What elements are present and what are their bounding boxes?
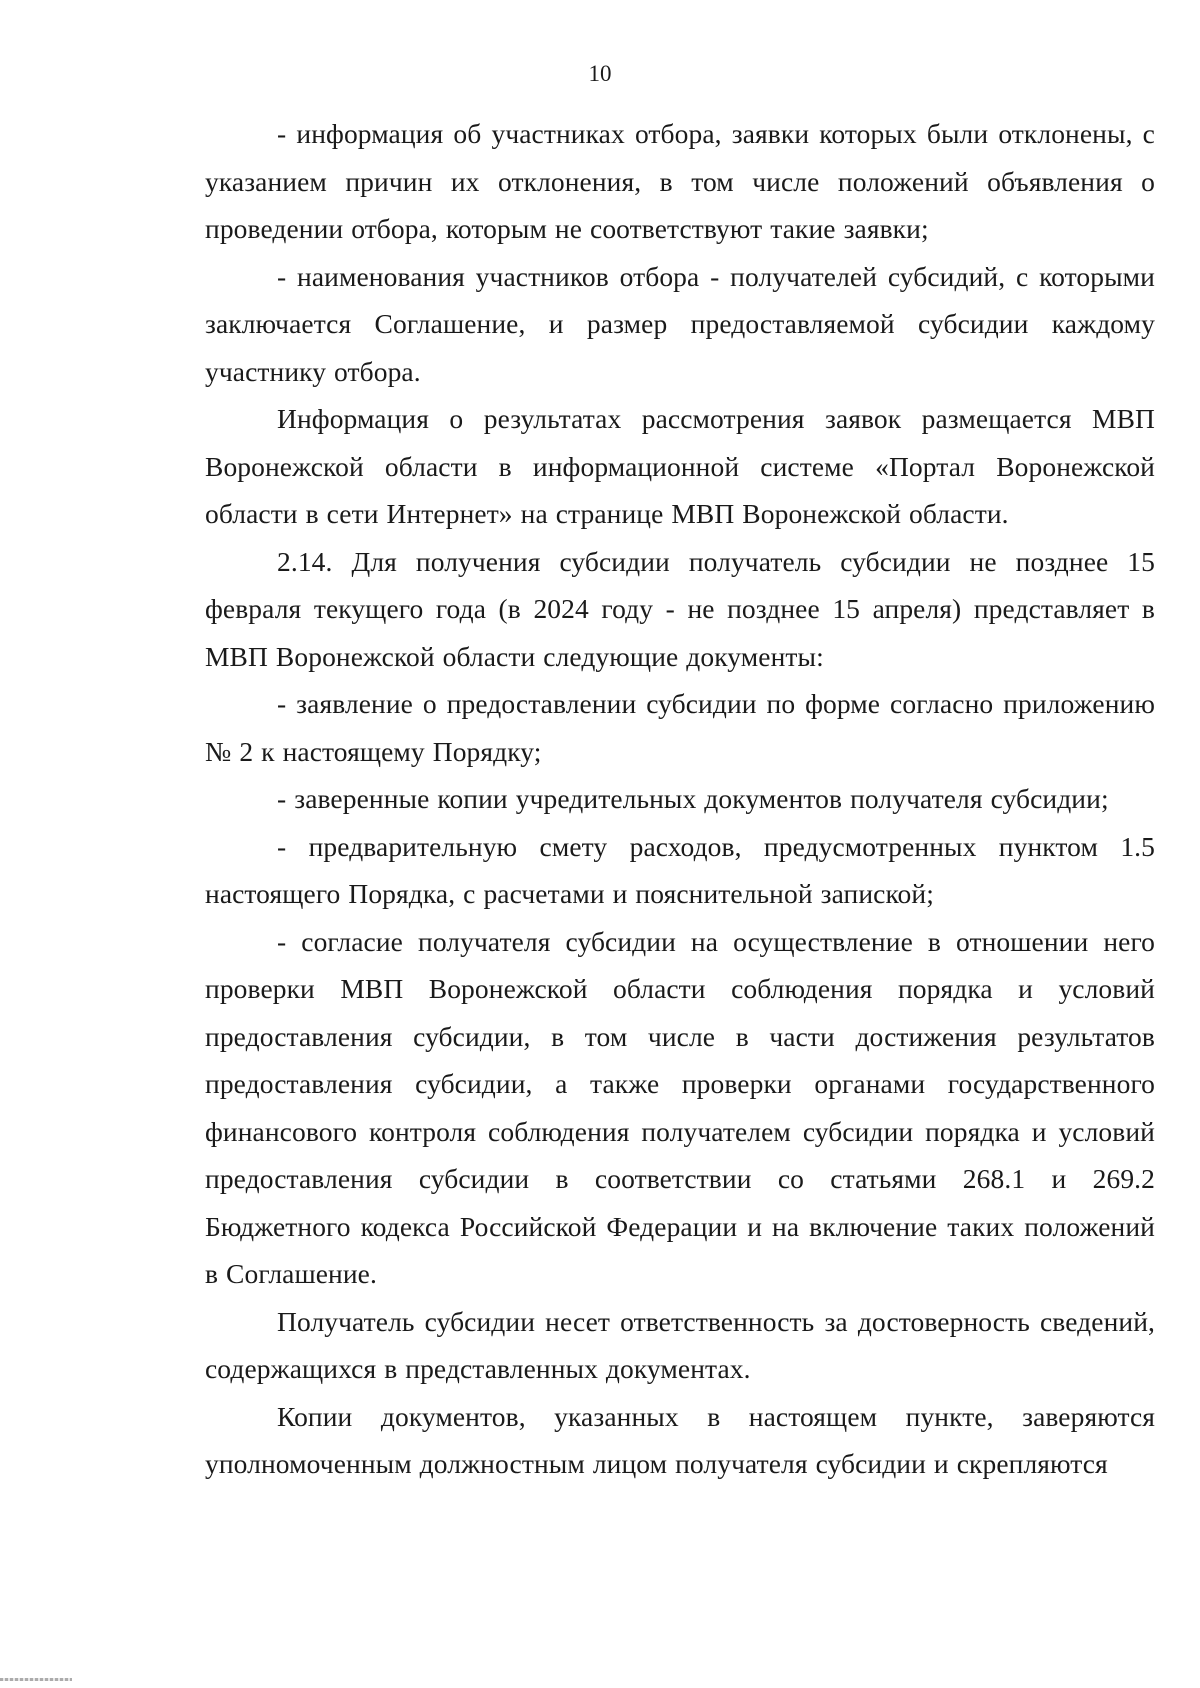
page-number: 10 [588, 61, 612, 86]
paragraph-founding-documents: - заверенные копии учредительных документов получателя субсидии; [277, 783, 1109, 814]
paragraph-document-copies: Копии документов, указанных в настоящем пункте, заверяются уполномоченным должностным лицом получателя субсидии и скрепляются [205, 1400, 1155, 1479]
paragraph-recipient-names: - наименования участников отбора - получателей субсидий, с которыми заключается Соглашение, и размер предоставляемой субсидии каждому участнику отбора. [205, 260, 1155, 387]
paragraph-rejected-participants-info: - информация об участниках отбора, заявки которых были отклонены, с указанием причин их отклонения, в том числе положений объявления о проведении отбора, которым не соответствуют такие заявки; [205, 118, 1155, 244]
document-body [205, 110, 1155, 1488]
paragraph-inspection-consent: - согласие получателя субсидии на осуществление в отношении него проверки МВП Воронежской области соблюдения порядка и условий предоставления субсидии, в том числе в части достижения результатов предоставления субсидии, а также проверки органами государственного финансового контроля соблюдения получателем субсидии порядка и условий предоставления субсидии в соответствии со статьями 268.1 и 269.2 Бюджетного кодекса Российской Федерации и на включение таких положений в Соглашение. [205, 925, 1155, 1289]
paragraph-expense-estimate: - предварительную смету расходов, предусмотренных пунктом 1.5 настоящего Порядка, с расчетами и пояснительной запиской; [205, 830, 1155, 909]
paragraph-responsibility: Получатель субсидии несет ответственность за достоверность сведений, содержащихся в представленных документах. [205, 1305, 1155, 1384]
paragraph-results-publication: Информация о результатах рассмотрения заявок размещается МВП Воронежской области в информационной системе «Портал Воронежской области в сети Интернет» на странице МВП Воронежской области. [205, 403, 1155, 529]
paragraph-clause-2-14: 2.14. Для получения субсидии получатель субсидии не позднее 15 февраля текущего года (в 2024 году - не позднее 15 апреля) представляет в МВП Воронежской области следующие документы: [205, 545, 1155, 672]
scan-edge-mark [0, 1678, 72, 1681]
paragraph-application-form: - заявление о предоставлении субсидии по форме согласно приложению № 2 к настоящему Порядку; [205, 688, 1155, 767]
